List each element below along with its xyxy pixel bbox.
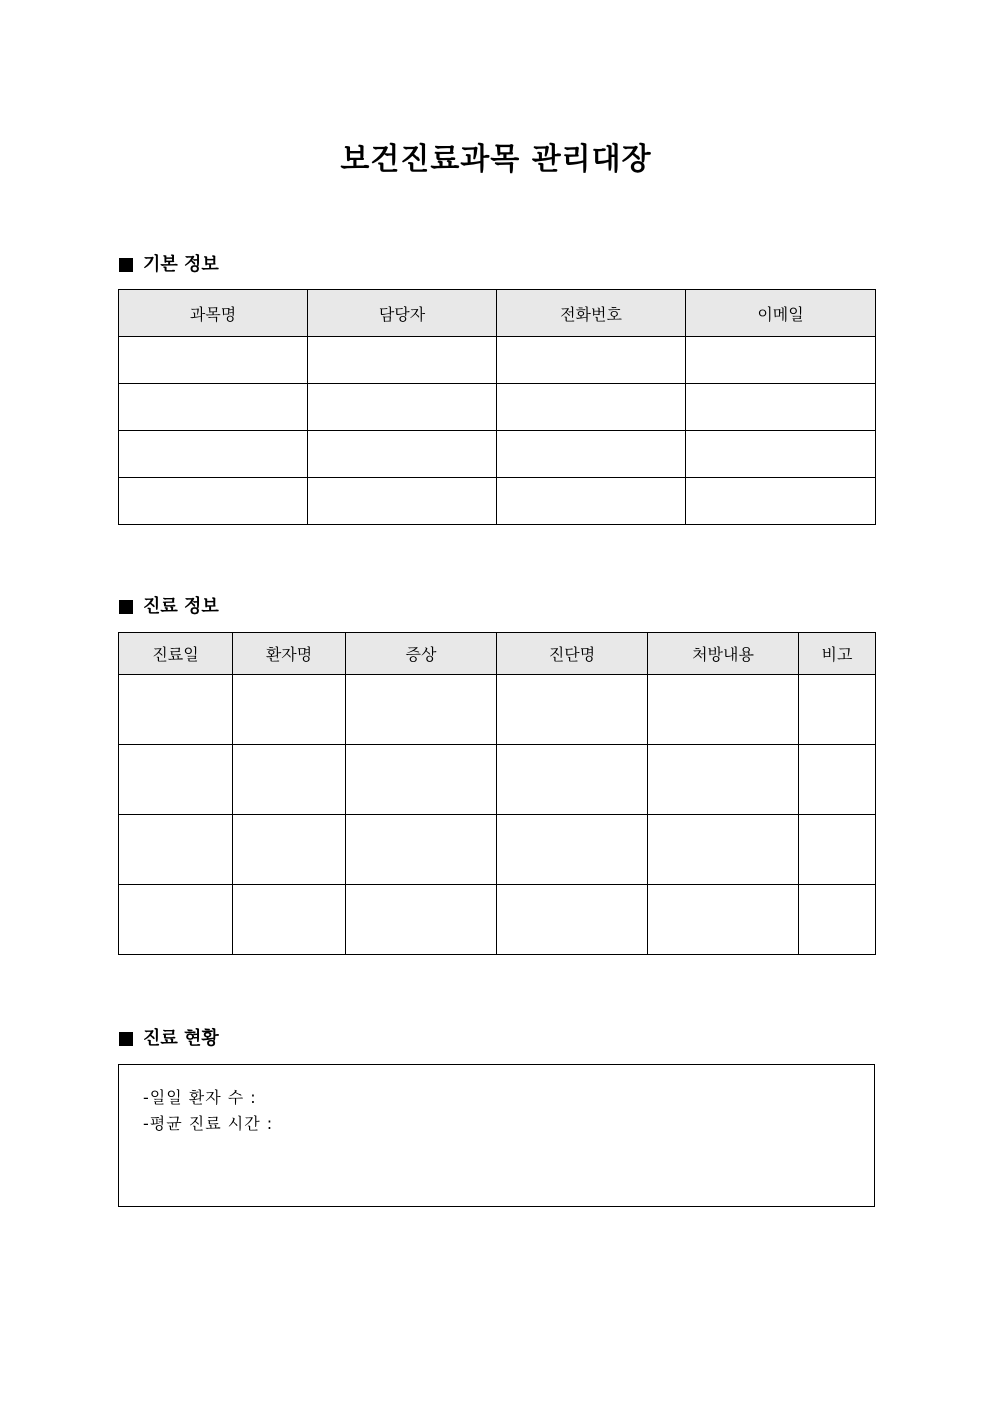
care-info-table xyxy=(118,632,876,955)
table-row xyxy=(119,815,876,885)
table-cell[interactable] xyxy=(799,745,876,815)
table-cell[interactable] xyxy=(686,337,876,384)
page-title: 보건진료과목 관리대장 xyxy=(340,142,652,177)
table-cell[interactable] xyxy=(119,815,233,885)
table-cell[interactable] xyxy=(119,337,308,384)
care-status-heading-label: 진료 현황 xyxy=(143,1028,219,1049)
table-cell[interactable] xyxy=(648,675,799,745)
table-row xyxy=(119,384,876,431)
table-cell[interactable] xyxy=(346,745,497,815)
table-cell[interactable] xyxy=(119,384,308,431)
table-cell[interactable] xyxy=(308,431,497,478)
average-care-time-line: -평균 진료 시간 : xyxy=(143,1114,274,1133)
column-header-phone: 전화번호 xyxy=(497,290,686,337)
table-cell[interactable] xyxy=(233,675,346,745)
column-header-prescription: 처방내용 xyxy=(648,633,799,675)
table-cell[interactable] xyxy=(497,431,686,478)
table-cell[interactable] xyxy=(233,885,346,955)
care-status-box[interactable] xyxy=(118,1064,875,1207)
table-row xyxy=(119,431,876,478)
column-header-email: 이메일 xyxy=(686,290,876,337)
table-cell[interactable] xyxy=(308,337,497,384)
table-cell[interactable] xyxy=(497,337,686,384)
column-header-symptom: 증상 xyxy=(346,633,497,675)
table-cell[interactable] xyxy=(497,478,686,525)
care-info-heading xyxy=(119,596,219,618)
column-header-patient-name: 환자명 xyxy=(233,633,346,675)
table-cell[interactable] xyxy=(233,745,346,815)
square-bullet-icon xyxy=(119,258,133,272)
table-header-row xyxy=(119,633,876,675)
table-cell[interactable] xyxy=(308,384,497,431)
daily-patient-count-line: -일일 환자 수 : xyxy=(143,1088,257,1107)
table-cell[interactable] xyxy=(497,815,648,885)
basic-info-table xyxy=(118,289,876,525)
table-row xyxy=(119,337,876,384)
column-header-diagnosis: 진단명 xyxy=(497,633,648,675)
table-cell[interactable] xyxy=(799,815,876,885)
table-cell[interactable] xyxy=(119,431,308,478)
square-bullet-icon xyxy=(119,600,133,614)
table-cell[interactable] xyxy=(686,478,876,525)
basic-info-heading xyxy=(119,254,219,276)
table-cell[interactable] xyxy=(119,885,233,955)
column-header-visit-date: 진료일 xyxy=(119,633,233,675)
table-cell[interactable] xyxy=(119,478,308,525)
table-row xyxy=(119,675,876,745)
table-cell[interactable] xyxy=(497,745,648,815)
table-cell[interactable] xyxy=(497,885,648,955)
table-cell[interactable] xyxy=(346,815,497,885)
table-cell[interactable] xyxy=(648,885,799,955)
table-cell[interactable] xyxy=(686,384,876,431)
table-cell[interactable] xyxy=(346,675,497,745)
table-header-row xyxy=(119,290,876,337)
table-cell[interactable] xyxy=(497,675,648,745)
table-cell[interactable] xyxy=(308,478,497,525)
table-cell[interactable] xyxy=(119,745,233,815)
table-cell[interactable] xyxy=(119,675,233,745)
square-bullet-icon xyxy=(119,1032,133,1046)
table-cell[interactable] xyxy=(799,675,876,745)
column-header-manager: 담당자 xyxy=(308,290,497,337)
care-info-heading-label: 진료 정보 xyxy=(143,596,219,617)
table-cell[interactable] xyxy=(648,745,799,815)
table-cell[interactable] xyxy=(233,815,346,885)
table-cell[interactable] xyxy=(346,885,497,955)
table-row xyxy=(119,745,876,815)
table-row xyxy=(119,885,876,955)
column-header-subject: 과목명 xyxy=(119,290,308,337)
table-cell[interactable] xyxy=(686,431,876,478)
table-row xyxy=(119,478,876,525)
table-cell[interactable] xyxy=(497,384,686,431)
column-header-remarks: 비고 xyxy=(799,633,876,675)
table-cell[interactable] xyxy=(648,815,799,885)
table-cell[interactable] xyxy=(799,885,876,955)
care-status-heading xyxy=(119,1028,219,1050)
basic-info-heading-label: 기본 정보 xyxy=(143,254,219,275)
